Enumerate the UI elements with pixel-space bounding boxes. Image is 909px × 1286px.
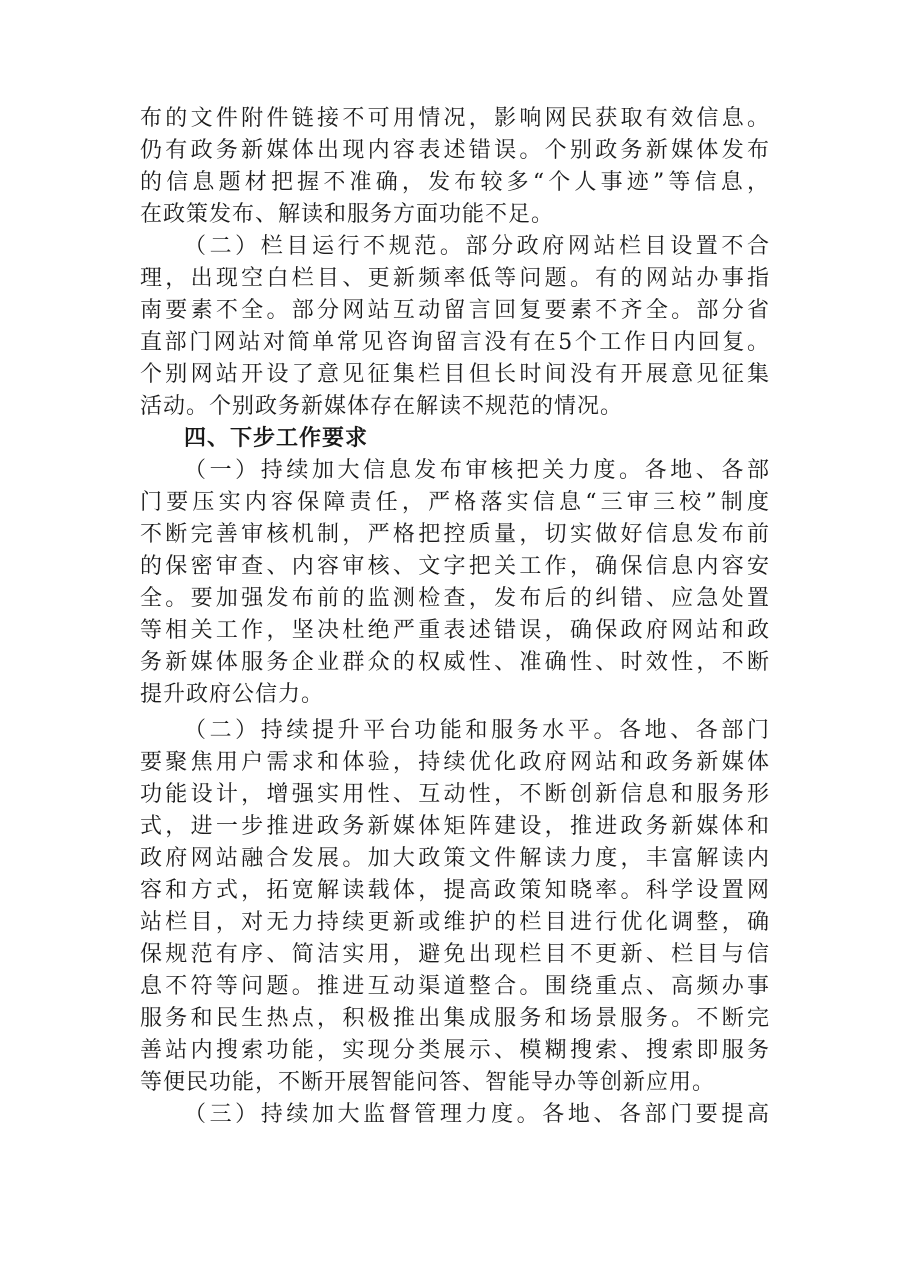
text-line: 务新媒体服务企业群众的权威性、准确性、时效性，不断 [140,650,770,675]
text-line: 直部门网站对简单常见咨询留言没有在5个工作日内回复。 [140,330,770,355]
text-line: 善站内搜索功能，实现分类展示、模糊搜索、搜索即服务 [140,1038,770,1063]
text-line: 站栏目，对无力持续更新或维护的栏目进行优化调整，确 [140,910,770,935]
text-line: 活动。个别政务新媒体存在解读不规范的情况。 [140,394,624,419]
text-line: （三）持续加大监督管理力度。各地、各部门要提高 [184,1102,770,1127]
document-body [140,103,770,1131]
section-heading: 四、下步工作要求 [184,426,369,451]
text-line: 理，出现空白栏目、更新频率低等问题。有的网站办事指 [140,266,770,291]
text-line: 的信息题材把握不准确，发布较多“个人事迹”等信息， [140,170,770,195]
text-line: 的保密审查、内容审核、文字把关工作，确保信息内容安 [140,554,770,579]
text-line: 南要素不全。部分网站互动留言回复要素不齐全。部分省 [140,298,770,323]
text-line: （二）栏目运行不规范。部分政府网站栏目设置不合 [184,234,770,259]
text-line: （一）持续加大信息发布审核把关力度。各地、各部 [184,458,770,483]
text-line: 政府网站融合发展。加大政策文件解读力度，丰富解读内 [140,846,770,871]
text-line: 容和方式，拓宽解读载体，提高政策知晓率。科学设置网 [140,878,770,903]
text-line: 等便民功能，不断开展智能问答、智能导办等创新应用。 [140,1070,716,1095]
text-line: 提升政府公信力。 [140,682,325,707]
text-line: 布的文件附件链接不可用情况，影响网民获取有效信息。 [140,106,770,131]
text-line: 不断完善审核机制，严格把控质量，切实做好信息发布前 [140,522,770,547]
text-line: 式，进一步推进政务新媒体矩阵建设，推进政务新媒体和 [140,814,770,839]
paragraph-two [140,715,770,1099]
paragraph-intro [140,103,770,231]
text-line: 保规范有序、简洁实用，避免出现栏目不更新、栏目与信 [140,942,770,967]
text-line: 息不符等问题。推进互动渠道整合。围绕重点、高频办事 [140,974,770,999]
text-line: 要聚焦用户需求和体验，持续优化政府网站和政务新媒体 [140,750,770,775]
paragraph-three [140,1099,770,1131]
paragraph-columns [140,231,770,423]
text-line: （二）持续提升平台功能和服务水平。各地、各部门 [184,718,770,743]
text-line: 全。要加强发布前的监测检查，发布后的纠错、应急处置 [140,586,770,611]
paragraph-one [140,455,770,711]
text-line: 等相关工作，坚决杜绝严重表述错误，确保政府网站和政 [140,618,770,643]
text-line: 服务和民生热点，积极推出集成服务和场景服务。不断完 [140,1006,770,1031]
text-line: 个别网站开设了意见征集栏目但长时间没有开展意见征集 [140,362,770,387]
text-line: 门要压实内容保障责任，严格落实信息“三审三校”制度 [140,490,770,515]
text-line: 在政策发布、解读和服务方面功能不足。 [140,202,555,227]
text-line: 功能设计，增强实用性、互动性，不断创新信息和服务形 [140,782,770,807]
text-line: 仍有政务新媒体出现内容表述错误。个别政务新媒体发布 [140,138,770,163]
